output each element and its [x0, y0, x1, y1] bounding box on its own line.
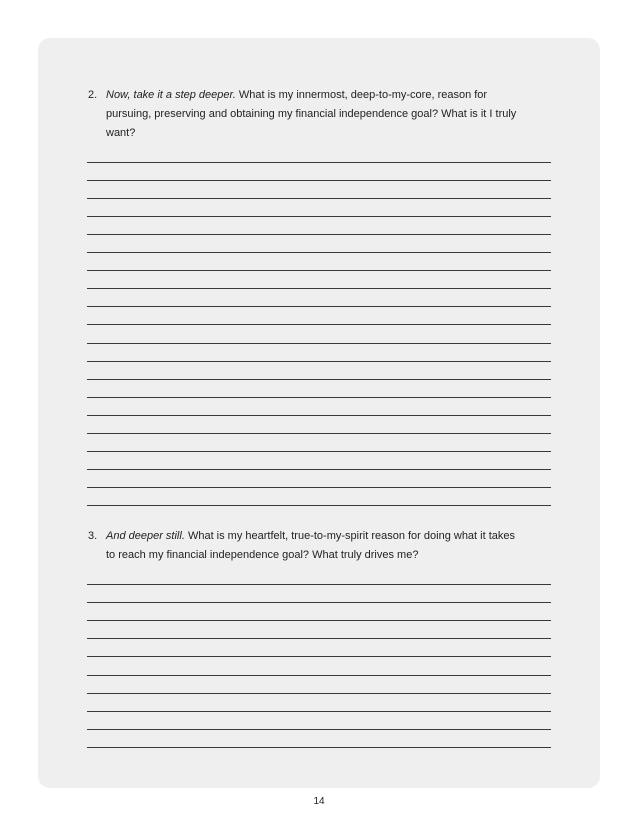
answer-line: [87, 487, 551, 488]
answer-line: [87, 451, 551, 452]
page-number: 14: [313, 796, 325, 807]
answer-line: [87, 162, 551, 163]
answer-line: [87, 584, 551, 585]
answer-line: [87, 638, 551, 639]
question-3-body: What is my heartfelt, true-to-my-spirit reason for doing what it takes to reach my financial independence goal? What truly drives me?: [106, 530, 516, 561]
question-2-number: 2.: [88, 89, 98, 101]
answer-line: [87, 729, 551, 730]
answer-line: [87, 602, 551, 603]
question-3: [88, 527, 518, 565]
answer-line: [87, 252, 551, 253]
answer-line: [87, 234, 551, 235]
answer-line: [87, 620, 551, 621]
answer-line: [87, 379, 551, 380]
question-3-lead: And deeper still.: [106, 530, 185, 542]
answer-line: [87, 324, 551, 325]
question-2-body: What is my innermost, deep-to-my-core, reason for pursuing, preserving and obtaining my financial independence goal? What is it I truly want?: [106, 89, 517, 139]
answer-line: [87, 216, 551, 217]
question-3-text: [106, 527, 518, 565]
answer-line: [87, 747, 551, 748]
answer-line: [87, 656, 551, 657]
answer-line: [87, 469, 551, 470]
question-2: [88, 86, 518, 143]
worksheet-panel: [38, 38, 600, 788]
answer-line: [87, 711, 551, 712]
answer-line: [87, 288, 551, 289]
answer-line: [87, 361, 551, 362]
question-3-number: 3.: [88, 530, 98, 542]
answer-line: [87, 397, 551, 398]
answer-line: [87, 306, 551, 307]
answer-line: [87, 270, 551, 271]
answer-line: [87, 675, 551, 676]
answer-line: [87, 505, 551, 506]
answer-line: [87, 198, 551, 199]
answer-line: [87, 433, 551, 434]
answer-line: [87, 180, 551, 181]
answer-line: [87, 343, 551, 344]
answer-line: [87, 415, 551, 416]
answer-line: [87, 693, 551, 694]
question-2-text: [106, 86, 518, 143]
question-2-lead: Now, take it a step deeper.: [106, 89, 236, 101]
